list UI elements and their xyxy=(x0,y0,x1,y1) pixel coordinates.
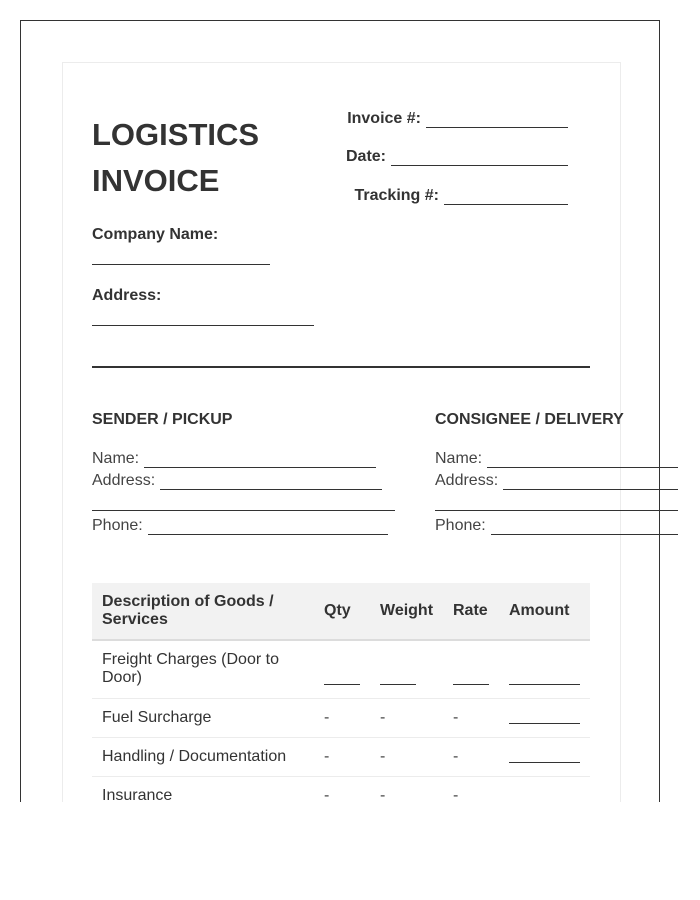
sender-address-label: Address: xyxy=(92,472,156,489)
rate-cell: - xyxy=(443,776,499,802)
tracking-field xyxy=(355,187,568,205)
table-header-row xyxy=(92,583,590,640)
sender-name-field xyxy=(92,450,376,468)
rate-blank-line[interactable] xyxy=(453,672,489,685)
consignee-name-field xyxy=(435,450,678,468)
consignee-phone-line[interactable] xyxy=(491,518,678,535)
qty-cell: - xyxy=(314,776,370,802)
sender-address-line-2[interactable] xyxy=(92,510,395,511)
qty-blank-line[interactable] xyxy=(324,672,360,685)
header-amount: Amount xyxy=(499,583,590,640)
amount-cell[interactable] xyxy=(499,698,590,737)
weight-blank-line[interactable] xyxy=(380,672,416,685)
title-line-2: INVOICE xyxy=(92,163,220,198)
rate-cell: - xyxy=(443,698,499,737)
sender-phone-field xyxy=(92,517,388,535)
consignee-address-line[interactable] xyxy=(503,473,678,490)
header-qty: Qty xyxy=(314,583,370,640)
tracking-line[interactable] xyxy=(444,188,568,205)
weight-cell: - xyxy=(370,698,443,737)
header-weight: Weight xyxy=(370,583,443,640)
date-label: Date: xyxy=(345,148,386,165)
header-rate: Rate xyxy=(443,583,499,640)
date-line[interactable] xyxy=(391,149,568,166)
sender-title: SENDER / PICKUP xyxy=(92,411,233,428)
company-name-label: Company Name: xyxy=(92,226,219,243)
weight-cell: - xyxy=(370,776,443,802)
amount-cell[interactable] xyxy=(499,776,590,802)
company-name-line[interactable] xyxy=(92,264,270,265)
consignee-address-label: Address: xyxy=(435,472,499,489)
row-description: Fuel Surcharge xyxy=(92,698,314,737)
rate-cell[interactable] xyxy=(443,640,499,698)
consignee-phone-label: Phone: xyxy=(435,517,486,534)
amount-cell[interactable] xyxy=(499,737,590,776)
weight-cell[interactable] xyxy=(370,640,443,698)
row-description: Handling / Documentation xyxy=(92,737,314,776)
sender-phone-label: Phone: xyxy=(92,517,143,534)
amount-blank-line[interactable] xyxy=(509,672,580,685)
invoice-number-field xyxy=(347,110,568,128)
row-description: Insurance xyxy=(92,776,314,802)
charges-table xyxy=(92,583,590,802)
consignee-address-line-2[interactable] xyxy=(435,510,678,511)
invoice-number-line[interactable] xyxy=(426,111,568,128)
row-description: Freight Charges (Door to Door) xyxy=(92,640,314,698)
sender-address-field xyxy=(92,472,382,490)
sender-name-label: Name: xyxy=(92,450,140,467)
title-line-1: LOGISTICS xyxy=(92,117,260,152)
invoice-title xyxy=(92,112,259,204)
table-row xyxy=(92,737,590,776)
consignee-name-line[interactable] xyxy=(487,451,678,468)
company-address-label: Address: xyxy=(92,287,162,304)
sender-address-line[interactable] xyxy=(160,473,382,490)
qty-cell[interactable] xyxy=(314,640,370,698)
sender-name-line[interactable] xyxy=(144,451,376,468)
amount-cell[interactable] xyxy=(499,640,590,698)
invoice-number-label: Invoice #: xyxy=(347,110,421,127)
weight-cell: - xyxy=(370,737,443,776)
consignee-title: CONSIGNEE / DELIVERY xyxy=(435,411,624,428)
table-row xyxy=(92,776,590,802)
tracking-label: Tracking #: xyxy=(354,187,439,204)
table-row xyxy=(92,640,590,698)
rate-cell: - xyxy=(443,737,499,776)
table-row xyxy=(92,698,590,737)
section-divider xyxy=(92,366,590,368)
consignee-phone-field xyxy=(435,517,678,535)
consignee-address-field xyxy=(435,472,678,490)
header-description: Description of Goods / Services xyxy=(92,583,314,640)
date-field xyxy=(346,148,568,166)
qty-cell: - xyxy=(314,698,370,737)
qty-cell: - xyxy=(314,737,370,776)
consignee-name-label: Name: xyxy=(435,450,483,467)
amount-blank-line[interactable] xyxy=(509,750,580,763)
amount-blank-line[interactable] xyxy=(509,711,580,724)
sender-phone-line[interactable] xyxy=(148,518,388,535)
company-address-line[interactable] xyxy=(92,325,314,326)
